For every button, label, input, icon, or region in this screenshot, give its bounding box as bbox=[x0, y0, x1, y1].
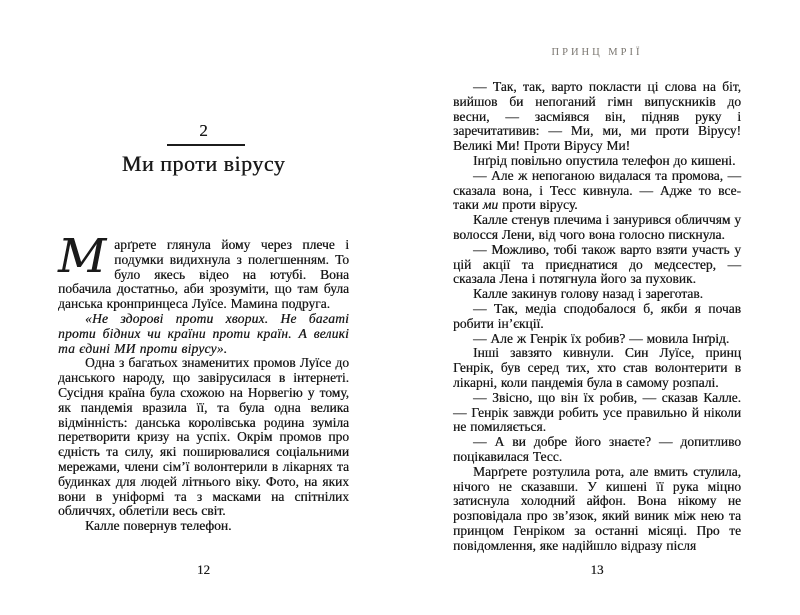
right-page-body bbox=[453, 80, 741, 554]
emphasized-word: ми bbox=[482, 197, 499, 213]
paragraph: — Звісно, що він їх робив, — сказав Калле. — Генрік завжди робить усе правильно й ніколи не помиляється. bbox=[453, 389, 741, 435]
paragraph: — Так, так, варто покласти ці слова на біт, вийшов би непоганий гімн випускників до весни, — засміявся він, підняв руку і заречитативив: — Ми, ми, ми проти Вірусу! Великі Ми! Проти Вірусу Ми! bbox=[453, 79, 741, 154]
paragraph: Інші завзято кивнули. Син Луїсе, принц Генрік, був серед тих, хто став волонтерити в лікарні, коли пандемія була в самому розпалі. bbox=[453, 345, 741, 390]
paragraph-text: арґрете глянула йому через плече і подумки видихнула з полегшенням. То було якесь відео на ютубі. Вона побачила достатньо, аби зрозуміти, що там була данська кронпринцеса Луїсе. Мамина подруга. bbox=[58, 237, 349, 312]
paragraph: Одна з багатьох знаменитих промов Луїсе до данського народу, що завірусилася в інтернеті. Сусідня країна була схожою на Норвегію у тому, як пандемія вразила її, та була одна велика відмінність: данська королівська родина зуміла перетворити кризу на успіх. Окрім промов про єдність та силу, які поширювалися соціальними мережами, члени сім’ї волонтерили в лікарнях та будинках для людей літнього віку. Фото, на яких вони в уніформі та з масками на спітнілих обличчях, облетіли весь світ. bbox=[58, 355, 349, 519]
paragraph: Марґрете розтулила рота, але вмить стулила, нічого не сказавши. У кишені її рука міцно затиснула холодний айфон. Вона нікому не розповідала про зв’язок, який виник між нею та принцом Генріком за останні місяці. Про те повідомлення, яке надійшло відразу після bbox=[453, 463, 741, 553]
paragraph-text: проти вірусу. bbox=[498, 197, 578, 213]
chapter-number: 2 bbox=[199, 121, 208, 140]
paragraph-text: — Але ж непоганою видалася та промова, — сказала вона, і Тесс кивнула. — Адже то все-таки bbox=[453, 167, 741, 213]
chapter-title: Ми проти вірусу bbox=[121, 151, 286, 176]
left-page-body bbox=[58, 229, 349, 534]
page-number-right: 13 bbox=[590, 562, 604, 577]
paragraph: — Можливо, тобі також варто взяти участь у цій акції та приєднатися до медсестер, — сказала Лена і потягнула його за пуховик. bbox=[453, 241, 741, 287]
paragraph: Калле закинув голову назад і зареготав. bbox=[473, 286, 703, 302]
running-header: ПРИНЦ МРІЇ bbox=[551, 47, 643, 58]
page-left bbox=[58, 0, 349, 615]
paragraph bbox=[453, 169, 741, 213]
paragraph: — Так, медіа сподобалося б, якби я почав робити ін’єкції. bbox=[453, 300, 741, 331]
page-right bbox=[453, 0, 741, 615]
paragraph: — Але ж Генрік їх робив? — мовила Інґрід. bbox=[473, 330, 730, 346]
paragraph-opening bbox=[58, 229, 349, 312]
paragraph: Калле повернув телефон. bbox=[85, 518, 232, 534]
paragraph: — А ви добре його знаєте? — допитливо поцікавилася Тесс. bbox=[453, 434, 741, 464]
quote-paragraph: «Не здорові проти хворих. Не багаті проти бідних чи країни проти країн. А великі та єдині МИ проти вірусу». bbox=[58, 310, 349, 356]
paragraph: Калле стенув плечима і занурився обличчям у волосся Лени, від чого вона голосно пискнула. bbox=[453, 212, 741, 242]
paragraph: Інґрід повільно опустила телефон до кишені. bbox=[473, 152, 736, 168]
drop-cap-letter: М bbox=[58, 229, 107, 284]
page-number-left: 12 bbox=[197, 562, 210, 577]
chapter-rule-divider bbox=[167, 144, 245, 146]
